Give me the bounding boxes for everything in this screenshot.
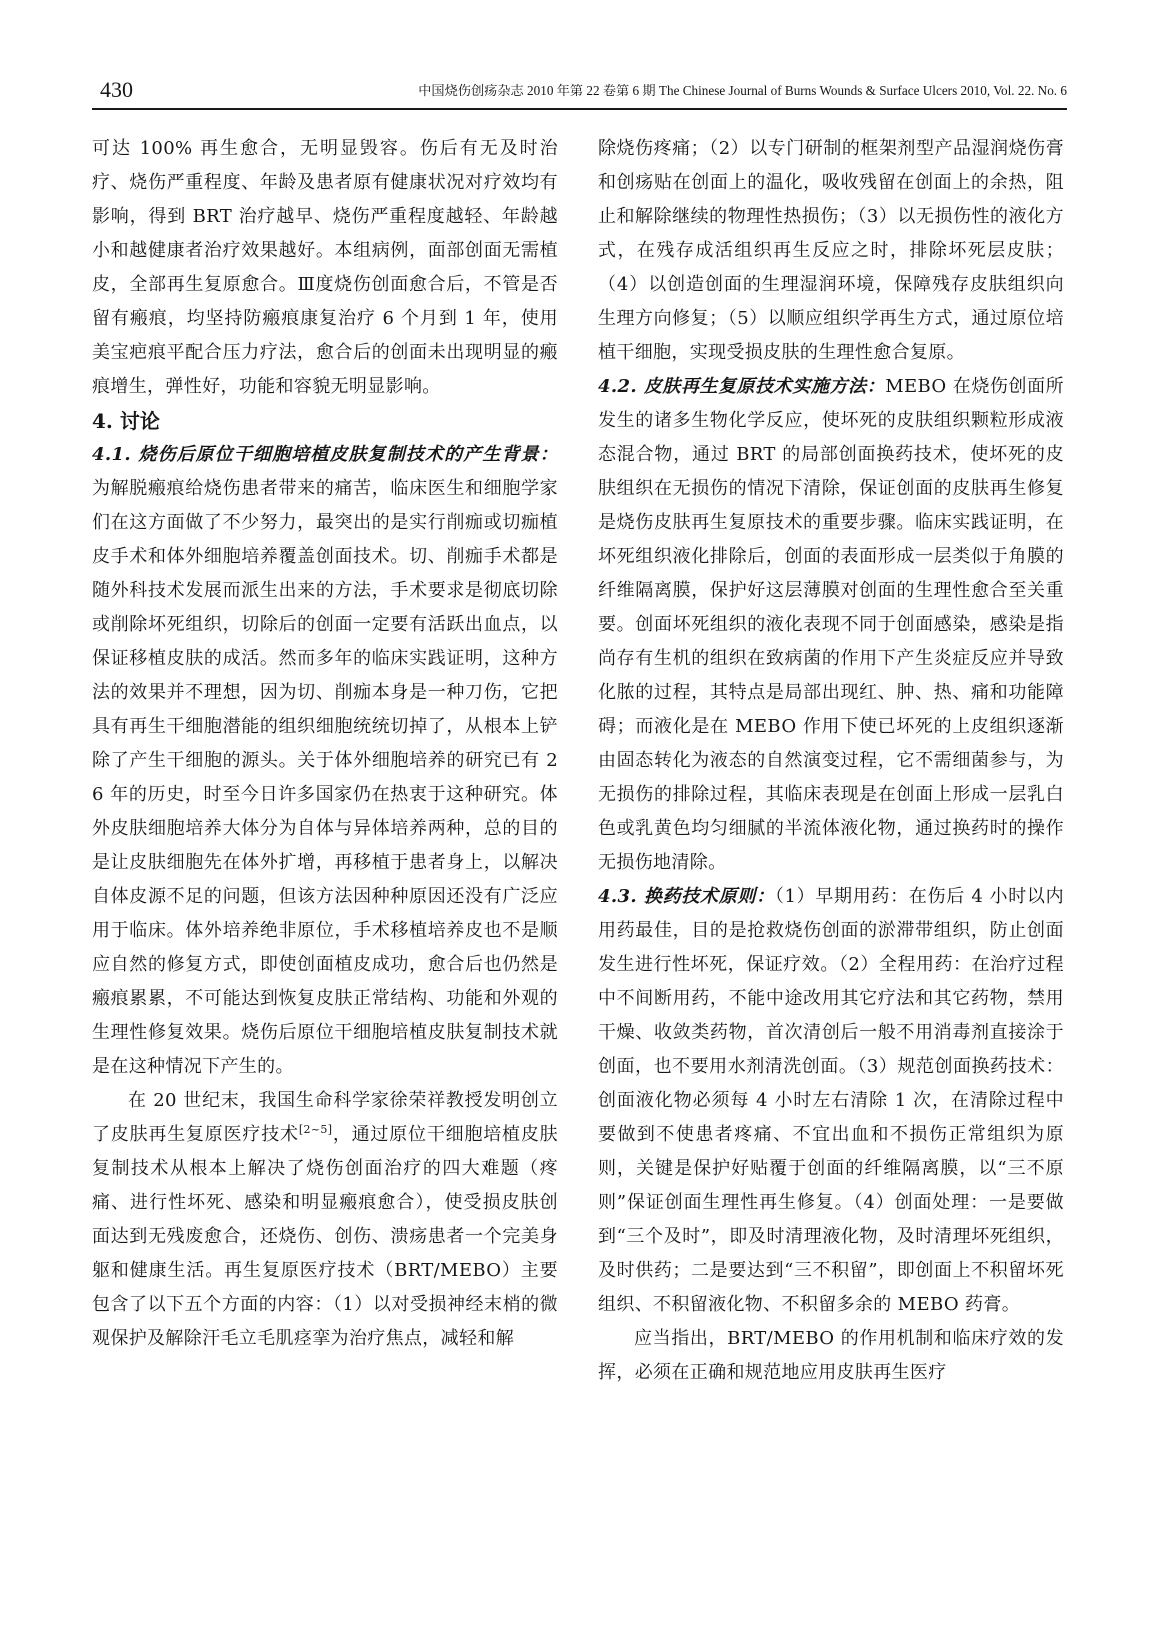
brt-list-continued: 除烧伤疼痛；（2）以专门研制的框架剂型产品湿润烧伤膏和创疡贴在创面上的温化，吸收残留在创面上的余热，阻止和解除继续的物理性热损伤；（3）以无损伤性的液化方式，在残存成活组织再生反应之时，排除坏死层皮肤；（4）以创造创面的生理湿润环境，保障残存皮肤组织向生理方向修复；（5）以顺应组织学再生方式，通过原位培植干细胞，实现受损皮肤的生理性愈合复原。 xyxy=(598,138,1064,363)
subsection-4-3 xyxy=(598,880,1064,1322)
left-column xyxy=(92,132,558,1356)
closing-paragraph: 应当指出，BRT/MEBO 的作用机制和临床疗效的发挥，必须在正确和规范地应用皮肤再生医疗 xyxy=(598,1328,1064,1383)
results-paragraph-end: 可达 100% 再生愈合，无明显毁容。伤后有无及时治疗、烧伤严重程度、年龄及患者原有健康状况对疗效均有影响，得到 BRT 治疗越早、烧伤严重程度越轻、年龄越小和越健康者治疗效果越好。本组病例，面部创面无需植皮，全部再生复原愈合。Ⅲ度烧伤创面愈合后，不管是否留有瘢痕，均坚持防瘢痕康复治疗 6 个月到 1 年，使用美宝疤痕平配合压力疗法，愈合后的创面未出现明显的瘢痕增生，弹性好，功能和容貌无明显影响。 xyxy=(92,138,558,397)
subsection-4-3-heading: 4.3. 换药技术原则： xyxy=(598,886,775,907)
page-header xyxy=(92,74,1067,110)
brt-paragraph-text-b: ，通过原位干细胞培植皮肤复制技术从根本上解决了烧伤创面治疗的四大难题（疼痛、进行性坏死、感染和明显瘢痕愈合），使受损皮肤创面达到无残废愈合，还烧伤、创伤、溃疡患者一个完美身躯和健康生活。再生复原医疗技术（BRT/MEBO）主要包含了以下五个方面的内容：（1）以对受损神经末梢的微观保护及解除汗毛立毛肌痉挛为治疗焦点，减轻和解 xyxy=(92,1124,558,1349)
subsection-4-2-body: MEBO 在烧伤创面所发生的诸多生物化学反应，使坏死的皮肤组织颗粒形成液态混合物，通过 BRT 的局部创面换药技术，使坏死的皮肤组织在无损伤的情况下清除，保证创面的皮肤再生修复是烧伤皮肤再生复原技术的重要步骤。临床实践证明，在坏死组织液化排除后，创面的表面形成一层类似于角膜的纤维隔离膜，保护好这层薄膜对创面的生理性愈合至关重要。创面坏死组织的液化表现不同于创面感染，感染是指尚存有生机的组织在致病菌的作用下产生炎症反应并导致化脓的过程，其特点是局部出现红、肿、热、痛和功能障碍；而液化是在 MEBO 作用下使已坏死的上皮组织逐渐由固态转化为液态的自然演变过程，它不需细菌参与，为无损伤的排除过程，其临床表现是在创面上形成一层乳白色或乳黄色均匀细腻的半流体液化物，通过换药时的操作无损伤地清除。 xyxy=(598,376,1064,873)
right-column xyxy=(598,132,1064,1390)
subsection-4-3-body: （1）早期用药：在伤后 4 小时以内用药最佳，目的是抢救烧伤创面的淤滞带组织，防止创面发生进行性坏死，保证疗效。（2）全程用药：在治疗过程中不间断用药，不能中途改用其它疗法和其它药物，禁用干燥、收敛类药物，首次清创后一般不用消毒剂直接涂于创面，也不要用水剂清洗创面。（3）规范创面换药技术：创面液化物必须每 4 小时左右清除 1 次，在清除过程中要做到不使患者疼痛、不宜出血和不损伤正常组织为原则，关键是保护好贴覆于创面的纤维隔离膜，以“三不原则”保证创面生理性再生修复。（4）创面处理：一是要做到“三个及时”，即及时清理液化物，及时清理坏死组织，及时供药；二是要达到“三不积留”，即创面上不积留坏死组织、不积留液化物、不积留多余的 MEBO 药膏。 xyxy=(598,886,1064,1315)
brt-paragraph xyxy=(92,1084,558,1356)
subsection-4-2-heading: 4.2. 皮肤再生复原技术实施方法： xyxy=(598,376,886,397)
citation-ref: [2~5] xyxy=(298,1123,333,1136)
subsection-4-1 xyxy=(92,438,558,1084)
subsection-4-1-heading: 4.1. 烧伤后原位干细胞培植皮肤复制技术的产生背景： xyxy=(92,444,558,465)
running-head: 中国烧伤创疡杂志 2010 年第 22 卷第 6 期 The Chinese Journal of Burns Wounds & Surface Ulcers 2010, Vol. 22. No. 6 xyxy=(418,83,1067,98)
subsection-4-2 xyxy=(598,370,1064,880)
page-number: 430 xyxy=(100,77,133,102)
section-title-discussion: 4. 讨论 xyxy=(92,409,160,433)
subsection-4-1-body: 为解脱瘢痕给烧伤患者带来的痛苦，临床医生和细胞学家们在这方面做了不少努力，最突出的是实行削痂或切痂植皮手术和体外细胞培养覆盖创面技术。切、削痂手术都是随外科技术发展而派生出来的方法，手术要求是彻底切除或削除坏死组织，切除后的创面一定要有活跃出血点，以保证移植皮肤的成活。然而多年的临床实践证明，这种方法的效果并不理想，因为切、削痂本身是一种刀伤，它把具有再生干细胞潜能的组织细胞统统切掉了，从根本上铲除了产生干细胞的源头。关于体外细胞培养的研究已有 26 年的历史，时至今日许多国家仍在热衷于这种研究。体外皮肤细胞培养大体分为自体与异体培养两种，总的目的是让皮肤细胞先在体外扩增，再移植于患者身上，以解决自体皮源不足的问题，但该方法因种种原因还没有广泛应用于临床。体外培养绝非原位，手术移植培养皮也不是顺应自然的修复方式，即使创面植皮成功，愈合后也仍然是瘢痕累累，不可能达到恢复皮肤正常结构、功能和外观的生理性修复效果。烧伤后原位干细胞培植皮肤复制技术就是在这种情况下产生的。 xyxy=(92,478,558,1077)
brt-paragraph-text-a: 在 20 世纪末，我国生命科学家徐荣祥教授发明创立了皮肤再生复原医疗技术 xyxy=(92,1090,558,1145)
